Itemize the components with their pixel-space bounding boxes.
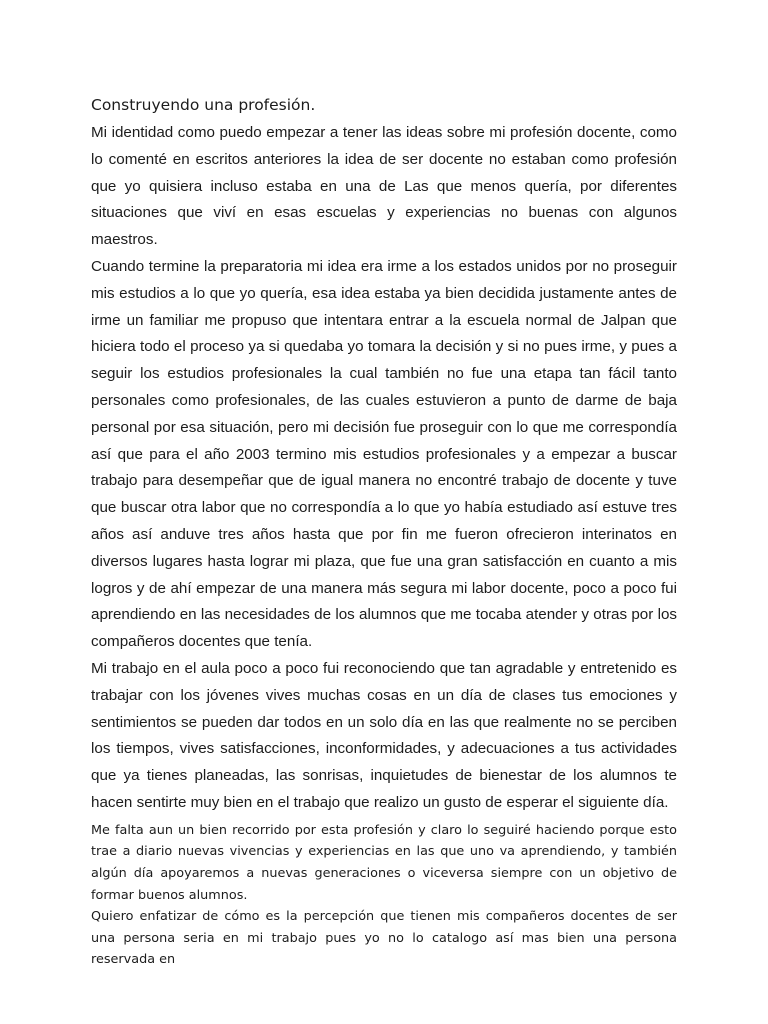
paragraph-identity: Mi identidad como puedo empezar a tener las ideas sobre mi profesión docente, como lo comenté en escritos anteriores la idea de ser docente no estaban como profesión que yo quisiera incluso estaba en una de Las que menos quería, por diferentes situaciones que viví en esas escuelas y experiencias no buenas con algunos maestros. bbox=[91, 124, 677, 249]
document-title: Construyendo una profesión. bbox=[91, 96, 316, 114]
paragraph-future-path: Me falta aun un bien recorrido por esta profesión y claro lo seguiré haciendo porque esto trae a diario nuevas vivencias y experiencias en las que uno va aprendiendo, y también algún día apoyaremos a nuevas generaciones o viceversa siempre con un objetivo de formar buenos alumnos. bbox=[91, 822, 677, 903]
paragraph-classroom-work: Mi trabajo en el aula poco a poco fui reconociendo que tan agradable y entretenido es trabajar con los jóvenes vives muchas cosas en un día de clases tus emociones y sentimientos se pueden dar todos en un solo día en las que realmente no se perciben los tiempos, vives satisfacciones, inconformidades, y adecuaciones a tus actividades que ya tienes planeadas, las sonrisas, inquietudes de bienestar de los alumnos te hacen sentirte muy bien en el trabajo que realizo un gusto de esperar el siguiente día. bbox=[91, 659, 677, 811]
paragraph-colleagues-perception: Quiero enfatizar de cómo es la percepción que tienen mis compañeros docentes de ser una persona seria en mi trabajo pues yo no lo catalogo así mas bien una persona reservada en bbox=[91, 909, 677, 968]
paragraph-career-path: Cuando termine la preparatoria mi idea era irme a los estados unidos por no proseguir mis estudios a lo que yo quería, esa idea estaba ya bien decidida justamente antes de irme un familiar me propuso que intentara entrar a la escuela normal de Jalpan que hiciera todo el proceso ya si quedaba yo tomara la decisión y si no pues irme, y pues a seguir los estudios profesionales la cual también no fue una etapa tan fácil tanto personales como profesionales, de las cuales estuvieron a punto de darme de baja personal por esa situación, pero mi decisión fue proseguir con lo que me correspondía así que para el año 2003 termino mis estudios profesionales y a empezar a buscar trabajo para desempeñar que de igual manera no encontré trabajo de docente y tuve que buscar otra labor que no correspondía a lo que yo había estudiado así estuve tres años así anduve tres años hasta que por fin me fueron ofrecieron interinatos en diversos lugares hasta lograr mi plaza, que fue una gran satisfacción en cuanto a mis logros y de ahí empezar de una manera más segura mi labor docente, poco a poco fui aprendiendo en las necesidades de los alumnos que me tocaba atender y otras por los compañeros docentes que tenía. bbox=[91, 257, 677, 651]
document-page bbox=[91, 92, 677, 971]
